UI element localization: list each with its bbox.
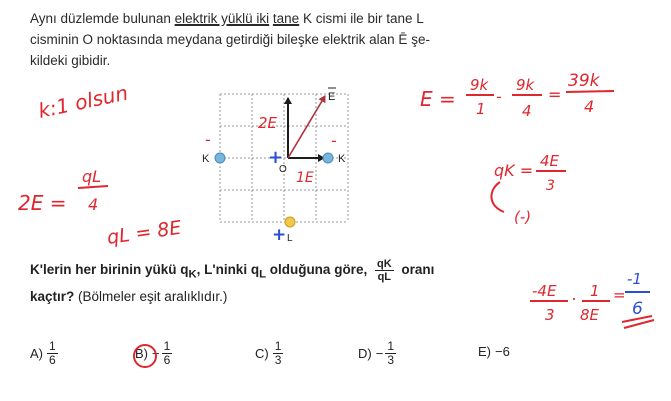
hw-eq-qk-num: 4E xyxy=(540,152,560,170)
option-c[interactable]: C) $\frac{1}{3}$ xyxy=(255,339,282,367)
hw-res-f3-den: 6 xyxy=(632,299,643,319)
hw-eq-qk-den: 3 xyxy=(546,178,555,194)
hw-res-dot: . xyxy=(572,285,578,304)
question-line-2: cisminin O noktasında meydana getirdiği bileşke elektrik alan Ē şe- xyxy=(30,32,430,47)
option-a[interactable]: A) $\frac{1}{6}$ xyxy=(30,339,56,367)
underlined-phrase: elektrik yüklü iki xyxy=(174,11,270,26)
hw-dash-right: - xyxy=(331,131,337,150)
underlined-word: tane xyxy=(272,11,300,26)
label-o: O xyxy=(279,164,287,175)
hw-underline-scribble xyxy=(622,316,654,328)
hw-eq-2e-den: 4 xyxy=(88,195,99,214)
hw-res-f3-num: -1 xyxy=(627,270,642,288)
charge-k-right xyxy=(323,153,333,163)
hw-label-1e: 1E xyxy=(296,170,314,186)
hw-eq-e-f3-bar xyxy=(566,91,614,92)
charge-k-left xyxy=(215,153,225,163)
charge-l xyxy=(285,217,295,227)
hw-eq-2e-bar xyxy=(78,186,108,188)
hw-eq-e-minus: - xyxy=(496,87,502,106)
hw-plus-o: + xyxy=(268,147,284,168)
hw-hook-arrow xyxy=(491,182,504,212)
question-line-1: Aynı düzlemde bulunan elektrik yüklü iki tane K cismi ile bir tane L xyxy=(30,11,424,26)
hw-eq-e-f2-den: 4 xyxy=(522,102,532,120)
hw-eq-qk: qK = xyxy=(494,161,534,180)
hw-label-2e: 2E xyxy=(258,114,278,132)
hw-res-eq: = xyxy=(613,286,626,304)
hw-k-note: k:1 olsun xyxy=(36,80,131,123)
hw-res-f1-num: -4E xyxy=(532,282,557,300)
handwritten-result xyxy=(530,270,654,328)
hw-eq-e: E = xyxy=(420,87,456,111)
label-l: L xyxy=(287,233,293,244)
option-e[interactable]: E) −6 xyxy=(478,344,510,359)
question-line-3: kildeki gibidir. xyxy=(30,53,111,68)
label-k-left: K xyxy=(202,153,210,165)
hw-eq-2e-num: qL xyxy=(82,167,102,186)
hw-res-f2-num: 1 xyxy=(590,282,600,300)
hw-res-f2-den: 8E xyxy=(580,306,600,324)
question-prompt: K'lerin her birinin yükü $q_K$, L'ninki $q_L$ olduğuna göre, $\frac{qK}{qL}$ oranı kaçtır? (Bölmeler eşit aralıklıdır.) xyxy=(30,258,435,304)
label-k-right: K xyxy=(338,153,346,165)
hw-res-f1-den: 3 xyxy=(545,306,555,324)
answer-circle-mark xyxy=(134,345,156,367)
hw-eq-qk-sign: (-) xyxy=(514,208,532,226)
hw-dash-left: - xyxy=(205,130,211,149)
label-e: E xyxy=(328,91,336,103)
hw-eq-2e: 2E = xyxy=(18,191,67,215)
hw-eq-e-f3-den: 4 xyxy=(584,97,595,116)
hw-eq-ql: qL = 8E xyxy=(105,216,183,249)
hw-eq-e-f1-num: 9k xyxy=(470,76,489,94)
ratio-fraction: $\frac{qK}{qL}$ xyxy=(376,258,392,283)
hw-eq-e-eq: = xyxy=(548,85,562,104)
hw-eq-e-f1-den: 1 xyxy=(476,100,486,118)
option-b[interactable]: B) − $\frac{1}{6}$ xyxy=(135,339,171,367)
hw-eq-e-f2-num: 9k xyxy=(516,76,535,94)
option-d[interactable]: D) − $\frac{1}{3}$ xyxy=(358,339,394,367)
resultant-field-arrow xyxy=(288,96,325,158)
hw-plus-l: + xyxy=(272,225,287,245)
hw-eq-e-f3-num: 39k xyxy=(568,71,600,91)
